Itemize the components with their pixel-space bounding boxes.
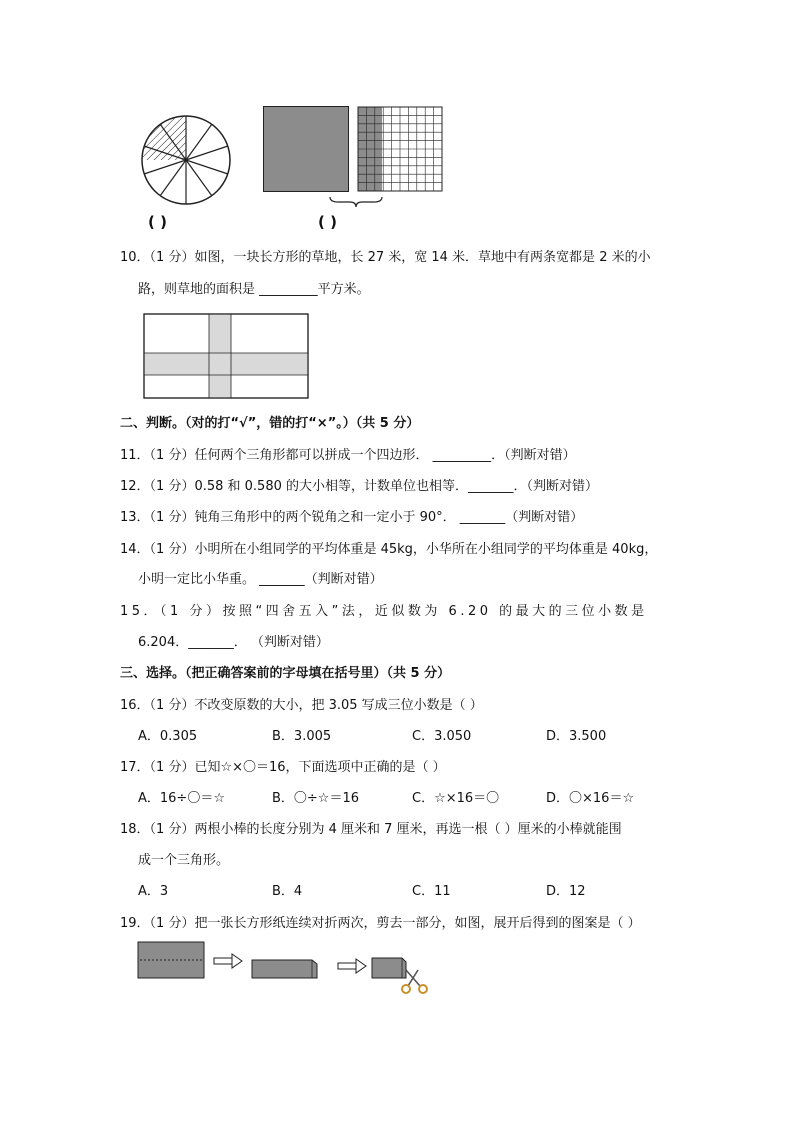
q10-line2: 路，则草地的面积是 _________平方米。 <box>138 282 370 297</box>
q16: 16．（1 分）不改变原数的大小，把 3.05 写成三位小数是（ ） <box>120 698 483 713</box>
q16-option-a[interactable]: A．0.305 <box>138 729 198 744</box>
q11: 11．（1 分）任何两个三角形都可以拼成一个四边形． _________．（判断对错） <box>120 448 576 463</box>
answer-paren-left: ( ) <box>148 213 167 231</box>
q14-line1: 14．（1 分）小明所在小组同学的平均体重是 45kg，小华所在小组同学的平均体重是 40kg， <box>120 542 658 557</box>
q12: 12．（1 分）0.58 和 0.580 的大小相等，计数单位也相等．_______．（判断对错） <box>120 479 599 494</box>
q18-option-b[interactable]: B．4 <box>272 884 303 899</box>
section3-heading: 三、选择。（把正确答案前的字母填在括号里）（共 5 分） <box>120 666 451 681</box>
shaded-square-figure <box>263 106 349 192</box>
q15-line2: 6.204．_______． （判断对错） <box>138 635 329 650</box>
q16-option-c[interactable]: C．3.050 <box>412 729 472 744</box>
q17-option-c[interactable]: C．☆×16＝〇 <box>412 791 500 806</box>
q17: 17．（1 分）已知☆×〇＝16，下面选项中正确的是（ ） <box>120 760 446 775</box>
q16-option-d[interactable]: D．3.500 <box>546 729 607 744</box>
q10-line1: 10．（1 分）如图，一块长方形的草地，长 27 米，宽 14 米．草地中有两条宽都是 2 米的小 <box>120 250 651 265</box>
q18-option-a[interactable]: A．3 <box>138 884 169 899</box>
paper-folding-figure <box>136 940 436 998</box>
answer-paren-right: ( ) <box>318 213 337 231</box>
arrow-right-icon <box>338 959 366 973</box>
q18-line1: 18．（1 分）两根小棒的长度分别为 4 厘米和 7 厘米，再选一根（ ）厘米的小棒就能围 <box>120 822 622 837</box>
q18-option-d[interactable]: D．12 <box>546 884 586 899</box>
q17-option-a[interactable]: A．16÷〇＝☆ <box>138 791 225 806</box>
lawn-with-paths-figure <box>143 313 309 399</box>
q17-option-b[interactable]: B．〇÷☆＝16 <box>272 791 360 806</box>
arrow-right-icon <box>214 954 242 968</box>
q14-line2: 小明一定比小华重。 _______（判断对错） <box>138 572 383 587</box>
q19: 19．（1 分）把一张长方形纸连续对折两次，剪去一部分，如图，展开后得到的图案是（ ） <box>120 916 641 931</box>
q13: 13．（1 分）钝角三角形中的两个锐角之和一定小于 90°． _______（判断对错） <box>120 510 584 525</box>
q15-line1: 15．（1 分）按照“四舍五入”法，近似数为 6.20 的最大的三位小数是 <box>120 604 648 619</box>
circle-fraction-figure <box>138 112 234 208</box>
q18-line2: 成一个三角形。 <box>138 853 230 868</box>
q17-option-d[interactable]: D．〇×16＝☆ <box>546 791 635 806</box>
curly-brace <box>328 195 384 209</box>
q18-option-c[interactable]: C．11 <box>412 884 451 899</box>
section2-heading: 二、判断。（对的打“√”，错的打“×”。）（共 5 分） <box>120 416 420 431</box>
hundred-grid-figure <box>357 106 443 192</box>
q16-option-b[interactable]: B．3.005 <box>272 729 332 744</box>
